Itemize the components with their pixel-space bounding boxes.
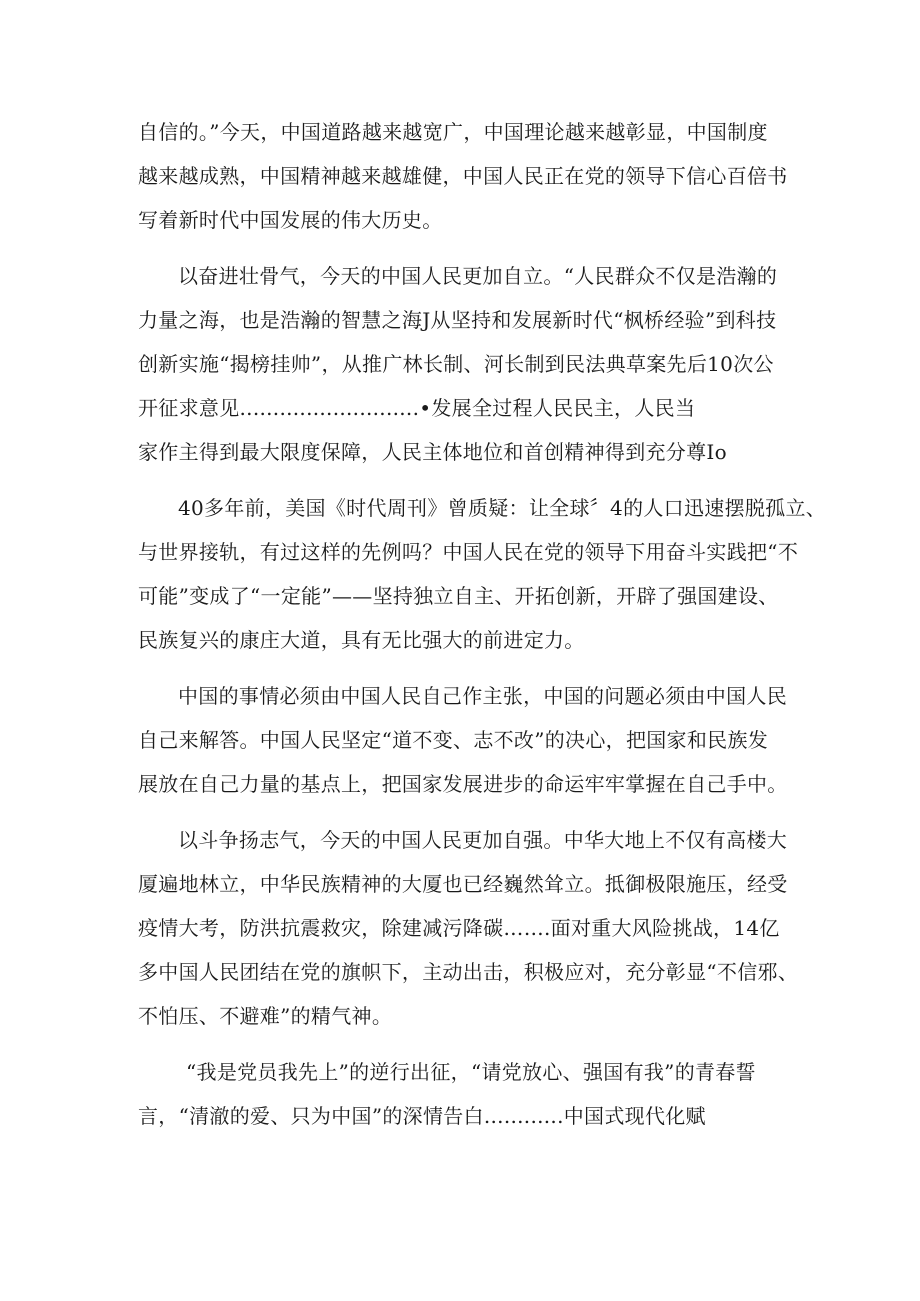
text-line: 不怕压、不避难”的精气神。 xyxy=(138,1004,393,1028)
text-line: 40多年前，美国《时代周刊》曾质疑：让全球〞4的人口迅速摆脱孤立、 xyxy=(178,496,827,520)
paragraph-4 xyxy=(138,674,798,806)
text-line: “我是党员我先上”的逆行出征，“请党放心、强国有我”的青春誓 xyxy=(186,1060,756,1084)
text-line: 创新实施“揭榜挂帅”，从推广林长制、河长制到民法典草案先后10次公 xyxy=(138,352,774,376)
text-line: 以奋进壮骨气，今天的中国人民更加自立。“人民群众不仅是浩瀚的 xyxy=(178,264,778,288)
text-line: 展放在自己力量的基点上，把国家发展进步的命运牢牢掌握在自己手中。 xyxy=(138,772,788,796)
text-line: 厦遍地林立，中华民族精神的大厦也已经巍然耸立。抵御极限施压，经受 xyxy=(138,872,788,896)
paragraph-2 xyxy=(138,254,798,474)
text-line: 写着新时代中国发展的伟大历史。 xyxy=(138,208,443,232)
text-line: 可能”变成了“一定能”——坚持独立自主、开拓创新，开辟了强国建设、 xyxy=(138,584,779,608)
text-line: 自信的。”今天，中国道路越来越宽广，中国理论越来越彰显，中国制度 xyxy=(138,120,768,144)
text-line: 多中国人民团结在党的旗帜下，主动出击，积极应对，充分彰显“不信邪、 xyxy=(138,960,799,984)
text-line: 力量之海，也是浩瀚的智慧之海J从坚持和发展新时代“枫桥经验”到科技 xyxy=(138,308,777,332)
text-line: 疫情大考，防洪抗震救灾，除建减污降碳…….面对重大风险挑战，14亿 xyxy=(138,916,780,940)
text-line: 越来越成熟，中国精神越来越雄健，中国人民正在党的领导下信心百倍书 xyxy=(138,164,788,188)
text-line: 开征求意见...........................•发展全过程人民民主，人民当 xyxy=(138,396,696,420)
text-line: 中国的事情必须由中国人民自己作主张，中国的问题必须由中国人民 xyxy=(178,684,787,708)
text-line: 家作主得到最大限度保障，人民主体地位和首创精神得到充分尊Io xyxy=(138,440,727,464)
paragraph-3 xyxy=(138,486,827,662)
paragraph-5 xyxy=(138,818,798,1038)
text-line: 言，“清澈的爱、只为中国”的深情告白............中国式现代化赋 xyxy=(138,1104,706,1128)
text-line: 以斗争扬志气，今天的中国人民更加自强。中华大地上不仅有高楼大 xyxy=(178,828,787,852)
paragraph-6 xyxy=(138,1050,798,1138)
text-line: 与世界接轨，有过这样的先例吗？中国人民在党的领导下用奋斗实践把“不 xyxy=(138,540,799,564)
text-line: 民族复兴的康庄大道，具有无比强大的前进定力。 xyxy=(138,628,585,652)
text-line: 自己来解答。中国人民坚定“道不变、志不改”的决心，把国家和民族发 xyxy=(138,728,769,752)
document-body xyxy=(138,110,827,1150)
paragraph-1 xyxy=(138,110,798,242)
